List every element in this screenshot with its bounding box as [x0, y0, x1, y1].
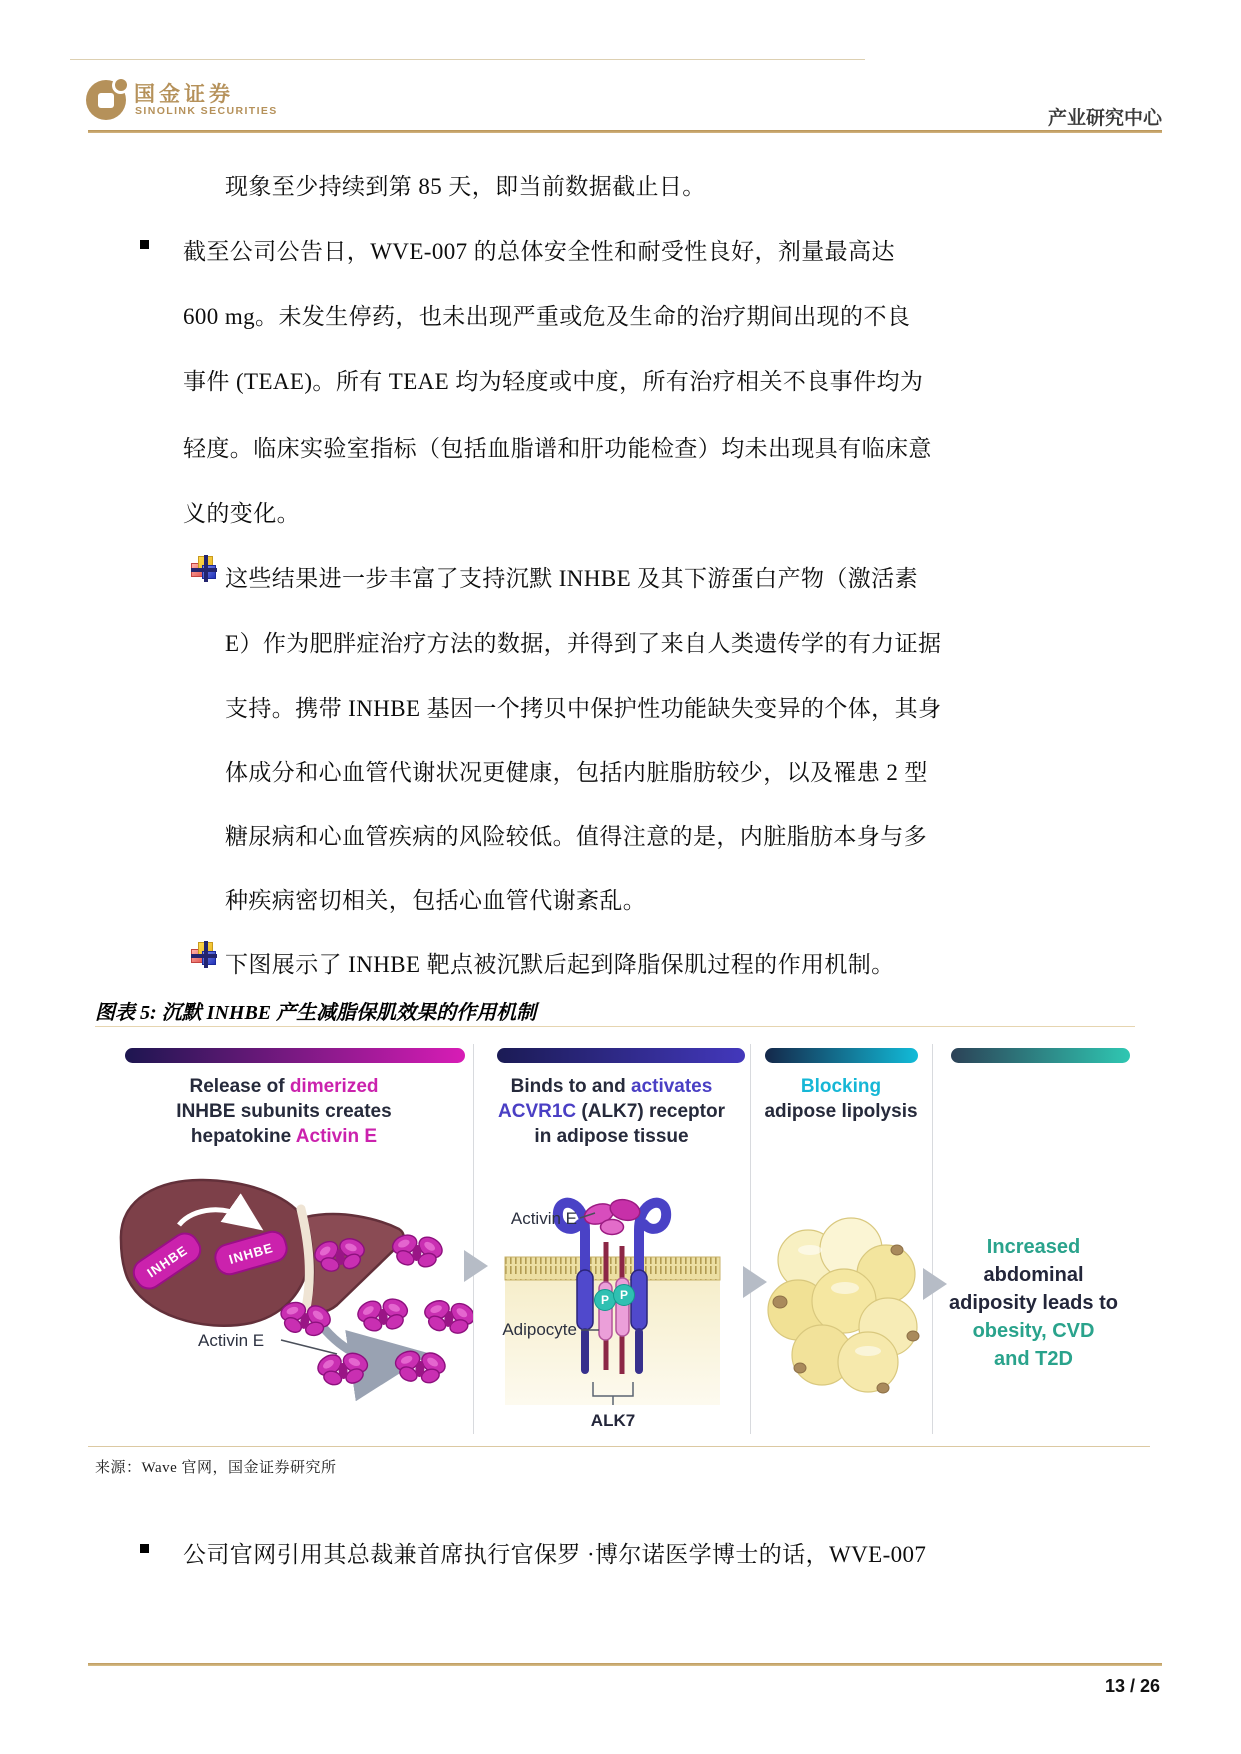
- flow-arrow-icon: [923, 1268, 947, 1300]
- inhbe-label: INHBE: [227, 1240, 276, 1267]
- square-bullet-icon: [140, 1544, 149, 1553]
- colored-squares-bullet-icon: [191, 555, 217, 583]
- liver-activin-illustration: [95, 1150, 473, 1444]
- phospho-label: P: [619, 1288, 629, 1302]
- footer-rule: [88, 1663, 1162, 1666]
- logo-coin-hole: [98, 93, 114, 108]
- body-line: 糖尿病和心血管疾病的风险较低。值得注意的是，内脏脂肪本身与多: [225, 824, 927, 849]
- panel-heading: Binds to and activates ACVR1C (ALK7) receptor in adipose tissue: [498, 1076, 725, 1147]
- gradient-bar: [765, 1048, 918, 1063]
- page-top-line: [70, 59, 865, 60]
- body-line: 种疾病密切相关，包括心血管代谢紊乱。: [225, 888, 647, 913]
- adipocyte-label: Adipocyte: [502, 1320, 577, 1339]
- body-line: 义的变化。: [183, 501, 300, 526]
- panel-release-activin: [95, 1038, 473, 1444]
- receptor-illustration: [473, 1150, 750, 1444]
- sinolink-logo-icon: [86, 80, 126, 120]
- flow-arrow-icon: [743, 1266, 767, 1298]
- panel-heading: Release of dimerized INHBE subunits creates hepatokine Activin E: [176, 1076, 392, 1147]
- brand-name-en: SINOLINK SECURITIES: [135, 105, 278, 117]
- figure-title: 图表 5: 沉默 INHBE 产生减脂保肌效果的作用机制: [95, 1002, 537, 1024]
- gradient-bar: [951, 1048, 1130, 1063]
- logo-coin-dot: [115, 79, 127, 91]
- header-rule: [88, 130, 1162, 133]
- alk7-label: ALK7: [590, 1411, 636, 1430]
- body-line: 体成分和心血管代谢状况更健康，包括内脏脂肪较少，以及罹患 2 型: [225, 760, 928, 785]
- panel-blocking-lipolysis: [750, 1038, 932, 1444]
- figure-source: 来源：Wave 官网，国金证券研究所: [95, 1460, 337, 1476]
- body-line: 现象至少持续到第 85 天，即当前数据截止日。: [225, 174, 706, 199]
- body-line: E）作为肥胖症治疗方法的数据，并得到了来自人类遗传学的有力证据: [225, 631, 942, 656]
- body-line: 支持。携带 INHBE 基因一个拷贝中保护性功能缺失变异的个体，其身: [225, 696, 942, 721]
- outcome-text: Increased abdominal adiposity leads to obesity, CVD and T2D: [949, 1236, 1118, 1370]
- body-line: 公司官网引用其总裁兼首席执行官保罗 ·博尔诺医学博士的话，WVE-007: [183, 1542, 927, 1567]
- activin-e-label: Activin E: [510, 1209, 577, 1228]
- gradient-bar: [497, 1048, 745, 1063]
- panel-heading: Blocking adipose lipolysis: [764, 1076, 918, 1122]
- figure-mechanism-diagram: [95, 1038, 1135, 1444]
- figure-bottom-rule: [88, 1446, 1150, 1447]
- cell-membrane: [505, 1257, 720, 1280]
- gradient-bar: [125, 1048, 465, 1063]
- adipocyte-cluster-illustration: [750, 1150, 932, 1444]
- square-bullet-icon: [140, 240, 149, 249]
- page-number: 13 / 26: [1104, 1676, 1160, 1696]
- body-line: 这些结果进一步丰富了支持沉默 INHBE 及其下游蛋白产物（激活素: [225, 566, 918, 591]
- body-line: 下图展示了 INHBE 靶点被沉默后起到降脂保肌过程的作用机制。: [225, 952, 895, 977]
- colored-squares-bullet-icon: [191, 941, 217, 969]
- activin-e-ligand: [582, 1197, 642, 1235]
- panel-receptor-binding: [473, 1038, 750, 1444]
- body-line: 600 mg。未发生停药，也未出现严重或危及生命的治疗期间出现的不良: [183, 304, 911, 329]
- brand-name-cn: 国金证券: [134, 83, 234, 106]
- body-line: 事件 (TEAE)。所有 TEAE 均为轻度或中度，所有治疗相关不良事件均为: [183, 369, 924, 394]
- body-line: 截至公司公告日，WVE-007 的总体安全性和耐受性良好，剂量最高达: [183, 239, 895, 264]
- phospho-label: P: [600, 1293, 610, 1307]
- inhbe-label: INHBE: [144, 1242, 191, 1281]
- body-line: 轻度。临床实验室指标（包括血脂谱和肝功能检查）均未出现具有临床意: [183, 436, 932, 461]
- label-pointer-line: [281, 1340, 337, 1354]
- adipocyte-cells: [768, 1218, 917, 1392]
- panel-outcome: [932, 1038, 1135, 1444]
- activin-e-label: Activin E: [198, 1331, 265, 1350]
- flow-arrow-icon: [464, 1250, 488, 1282]
- figure-title-rule: [95, 1026, 1135, 1027]
- header-department: 产业研究中心: [1047, 108, 1162, 129]
